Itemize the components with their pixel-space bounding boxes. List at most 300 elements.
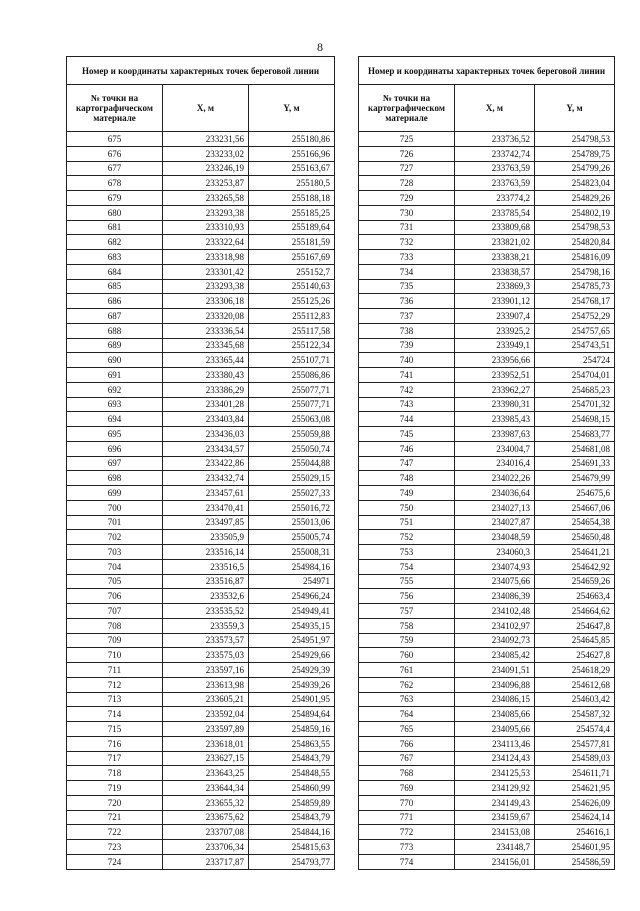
table-row <box>359 795 615 810</box>
x-coordinate-cell: 233763,59 <box>455 176 535 191</box>
table-row <box>67 382 335 397</box>
y-coordinate-cell: 254683,77 <box>535 427 615 442</box>
x-coordinate-cell: 233233,02 <box>163 146 249 161</box>
table-row <box>67 456 335 471</box>
y-coordinate-cell: 255016,72 <box>249 500 335 515</box>
x-coordinate-cell: 233432,74 <box>163 471 249 486</box>
y-coordinate-cell: 254626,09 <box>535 795 615 810</box>
y-coordinate-cell: 254789,75 <box>535 146 615 161</box>
y-coordinate-cell: 254698,15 <box>535 412 615 427</box>
table-row <box>359 191 615 206</box>
x-coordinate-cell: 234129,92 <box>455 781 535 796</box>
x-coordinate-cell: 233345,68 <box>163 338 249 353</box>
y-coordinate-cell: 255185,25 <box>249 205 335 220</box>
point-number-cell: 703 <box>67 545 163 560</box>
y-coordinate-cell: 254860,99 <box>249 781 335 796</box>
table-row <box>359 589 615 604</box>
x-coordinate-cell: 234153,08 <box>455 825 535 840</box>
y-coordinate-cell: 254650,48 <box>535 530 615 545</box>
x-coordinate-cell: 233643,25 <box>163 766 249 781</box>
table-row <box>67 353 335 368</box>
x-coordinate-cell: 233497,85 <box>163 515 249 530</box>
y-coordinate-cell: 254799,26 <box>535 161 615 176</box>
x-coordinate-cell: 233838,21 <box>455 250 535 265</box>
y-coordinate-cell: 254971 <box>249 574 335 589</box>
y-coordinate-cell: 255086,86 <box>249 368 335 383</box>
y-coordinate-cell: 254691,33 <box>535 456 615 471</box>
point-number-cell: 713 <box>67 692 163 707</box>
y-coordinate-cell: 254701,32 <box>535 397 615 412</box>
point-number-cell: 738 <box>359 323 455 338</box>
x-coordinate-cell: 233516,87 <box>163 574 249 589</box>
point-number-cell: 689 <box>67 338 163 353</box>
x-coordinate-cell: 233436,03 <box>163 427 249 442</box>
table-row <box>359 382 615 397</box>
x-coordinate-cell: 233809,68 <box>455 220 535 235</box>
table-row <box>359 338 615 353</box>
point-number-cell: 762 <box>359 677 455 692</box>
table-row <box>67 648 335 663</box>
x-coordinate-cell: 233980,31 <box>455 397 535 412</box>
y-coordinate-cell: 254704,01 <box>535 368 615 383</box>
y-coordinate-cell: 254663,4 <box>535 589 615 604</box>
point-number-cell: 748 <box>359 471 455 486</box>
x-coordinate-cell: 233380,43 <box>163 368 249 383</box>
x-coordinate-cell: 233301,42 <box>163 264 249 279</box>
point-number-cell: 727 <box>359 161 455 176</box>
x-coordinate-cell: 233838,57 <box>455 264 535 279</box>
point-number-cell: 685 <box>67 279 163 294</box>
table-row <box>359 412 615 427</box>
x-coordinate-cell: 233985,43 <box>455 412 535 427</box>
y-coordinate-cell: 255180,86 <box>249 132 335 147</box>
point-number-cell: 710 <box>67 648 163 663</box>
table-row <box>67 530 335 545</box>
table-row <box>359 810 615 825</box>
table-row <box>67 412 335 427</box>
y-coordinate-cell: 254601,95 <box>535 840 615 855</box>
y-coordinate-cell: 255112,83 <box>249 309 335 324</box>
table-row <box>359 176 615 191</box>
x-coordinate-cell: 233987,63 <box>455 427 535 442</box>
table-row <box>359 545 615 560</box>
x-coordinate-cell: 233962,27 <box>455 382 535 397</box>
column-header-x: X, м <box>163 85 249 132</box>
y-coordinate-cell: 254624,14 <box>535 810 615 825</box>
y-coordinate-cell: 254820,84 <box>535 235 615 250</box>
x-coordinate-cell: 234159,67 <box>455 810 535 825</box>
x-coordinate-cell: 234086,15 <box>455 692 535 707</box>
table-row <box>359 146 615 161</box>
x-coordinate-cell: 234148,7 <box>455 840 535 855</box>
point-number-cell: 709 <box>67 633 163 648</box>
x-coordinate-cell: 234060,3 <box>455 545 535 560</box>
table-group-title: Номер и координаты характерных точек береговой линии <box>67 57 335 85</box>
point-number-cell: 754 <box>359 559 455 574</box>
table-row <box>359 677 615 692</box>
x-coordinate-cell: 234085,66 <box>455 707 535 722</box>
table-row <box>67 427 335 442</box>
x-coordinate-cell: 233618,01 <box>163 736 249 751</box>
table-row <box>359 220 615 235</box>
table-row <box>359 766 615 781</box>
column-header-point: № точки на картографическом материале <box>67 85 163 132</box>
table-row <box>359 618 615 633</box>
x-coordinate-cell: 233869,3 <box>455 279 535 294</box>
table-row <box>359 294 615 309</box>
table-row <box>359 235 615 250</box>
coordinates-table-left <box>66 56 335 870</box>
y-coordinate-cell: 254816,09 <box>535 250 615 265</box>
point-number-cell: 683 <box>67 250 163 265</box>
table-row <box>359 368 615 383</box>
x-coordinate-cell: 234102,97 <box>455 618 535 633</box>
y-coordinate-cell: 255050,74 <box>249 441 335 456</box>
y-coordinate-cell: 254589,03 <box>535 751 615 766</box>
y-coordinate-cell: 254863,55 <box>249 736 335 751</box>
table-row <box>359 309 615 324</box>
point-number-cell: 758 <box>359 618 455 633</box>
y-coordinate-cell: 255063,08 <box>249 412 335 427</box>
table-row <box>67 736 335 751</box>
y-coordinate-cell: 254859,16 <box>249 722 335 737</box>
y-coordinate-cell: 254815,63 <box>249 840 335 855</box>
x-coordinate-cell: 233320,08 <box>163 309 249 324</box>
x-coordinate-cell: 233336,54 <box>163 323 249 338</box>
y-coordinate-cell: 254929,66 <box>249 648 335 663</box>
table-row <box>67 441 335 456</box>
point-number-cell: 763 <box>359 692 455 707</box>
x-coordinate-cell: 234036,64 <box>455 486 535 501</box>
x-coordinate-cell: 234048,59 <box>455 530 535 545</box>
y-coordinate-cell: 255029,15 <box>249 471 335 486</box>
table-row <box>359 559 615 574</box>
x-coordinate-cell: 234004,7 <box>455 441 535 456</box>
x-coordinate-cell: 233403,84 <box>163 412 249 427</box>
x-coordinate-cell: 233575,03 <box>163 648 249 663</box>
table-row <box>359 353 615 368</box>
point-number-cell: 753 <box>359 545 455 560</box>
table-row <box>67 132 335 147</box>
y-coordinate-cell: 254894,64 <box>249 707 335 722</box>
y-coordinate-cell: 255181,59 <box>249 235 335 250</box>
y-coordinate-cell: 254627,8 <box>535 648 615 663</box>
table-row <box>67 515 335 530</box>
point-number-cell: 691 <box>67 368 163 383</box>
x-coordinate-cell: 233706,34 <box>163 840 249 855</box>
x-coordinate-cell: 233736,52 <box>455 132 535 147</box>
point-number-cell: 722 <box>67 825 163 840</box>
x-coordinate-cell: 233956,66 <box>455 353 535 368</box>
point-number-cell: 735 <box>359 279 455 294</box>
x-coordinate-cell: 234102,48 <box>455 604 535 619</box>
y-coordinate-cell: 254843,79 <box>249 810 335 825</box>
point-number-cell: 759 <box>359 633 455 648</box>
table-row <box>67 677 335 692</box>
table-row <box>67 500 335 515</box>
table-row <box>359 663 615 678</box>
table-row <box>359 707 615 722</box>
y-coordinate-cell: 255044,88 <box>249 456 335 471</box>
x-coordinate-cell: 233401,28 <box>163 397 249 412</box>
column-header-y: Y, м <box>249 85 335 132</box>
table-row <box>359 397 615 412</box>
table-row <box>67 692 335 707</box>
x-coordinate-cell: 233532,6 <box>163 589 249 604</box>
point-number-cell: 682 <box>67 235 163 250</box>
y-coordinate-cell: 255107,71 <box>249 353 335 368</box>
x-coordinate-cell: 233318,98 <box>163 250 249 265</box>
x-coordinate-cell: 234156,01 <box>455 854 535 869</box>
x-coordinate-cell: 234125,53 <box>455 766 535 781</box>
y-coordinate-cell: 255077,71 <box>249 382 335 397</box>
y-coordinate-cell: 254939,26 <box>249 677 335 692</box>
point-number-cell: 705 <box>67 574 163 589</box>
y-coordinate-cell: 254681,08 <box>535 441 615 456</box>
table-row <box>359 751 615 766</box>
y-coordinate-cell: 254829,26 <box>535 191 615 206</box>
point-number-cell: 733 <box>359 250 455 265</box>
table-row <box>359 854 615 869</box>
table-row <box>359 132 615 147</box>
table-row <box>359 781 615 796</box>
y-coordinate-cell: 254802,19 <box>535 205 615 220</box>
y-coordinate-cell: 254667,06 <box>535 500 615 515</box>
x-coordinate-cell: 234022,26 <box>455 471 535 486</box>
column-header-y: Y, м <box>535 85 615 132</box>
point-number-cell: 694 <box>67 412 163 427</box>
point-number-cell: 706 <box>67 589 163 604</box>
y-coordinate-cell: 254587,32 <box>535 707 615 722</box>
x-coordinate-cell: 233675,62 <box>163 810 249 825</box>
x-coordinate-cell: 233573,57 <box>163 633 249 648</box>
table-row <box>359 515 615 530</box>
point-number-cell: 699 <box>67 486 163 501</box>
y-coordinate-cell: 255122,34 <box>249 338 335 353</box>
x-coordinate-cell: 233306,18 <box>163 294 249 309</box>
point-number-cell: 720 <box>67 795 163 810</box>
y-coordinate-cell: 255117,58 <box>249 323 335 338</box>
point-number-cell: 755 <box>359 574 455 589</box>
x-coordinate-cell: 234091,51 <box>455 663 535 678</box>
y-coordinate-cell: 255180,5 <box>249 176 335 191</box>
y-coordinate-cell: 254675,6 <box>535 486 615 501</box>
point-number-cell: 771 <box>359 810 455 825</box>
point-number-cell: 773 <box>359 840 455 855</box>
table-row <box>67 191 335 206</box>
point-number-cell: 681 <box>67 220 163 235</box>
x-coordinate-cell: 233655,32 <box>163 795 249 810</box>
x-coordinate-cell: 233742,74 <box>455 146 535 161</box>
table-row <box>359 840 615 855</box>
point-number-cell: 707 <box>67 604 163 619</box>
table-row <box>67 279 335 294</box>
point-number-cell: 711 <box>67 663 163 678</box>
y-coordinate-cell: 254843,79 <box>249 751 335 766</box>
point-number-cell: 717 <box>67 751 163 766</box>
y-coordinate-cell: 255008,31 <box>249 545 335 560</box>
point-number-cell: 752 <box>359 530 455 545</box>
y-coordinate-cell: 254757,65 <box>535 323 615 338</box>
y-coordinate-cell: 255152,7 <box>249 264 335 279</box>
y-coordinate-cell: 254577,81 <box>535 736 615 751</box>
point-number-cell: 687 <box>67 309 163 324</box>
y-coordinate-cell: 254586,59 <box>535 854 615 869</box>
x-coordinate-cell: 233763,59 <box>455 161 535 176</box>
point-number-cell: 772 <box>359 825 455 840</box>
table-row <box>67 545 335 560</box>
table-row <box>67 618 335 633</box>
y-coordinate-cell: 254798,53 <box>535 220 615 235</box>
y-coordinate-cell: 254574,4 <box>535 722 615 737</box>
x-coordinate-cell: 233907,4 <box>455 309 535 324</box>
y-coordinate-cell: 254951,97 <box>249 633 335 648</box>
point-number-cell: 746 <box>359 441 455 456</box>
y-coordinate-cell: 254848,55 <box>249 766 335 781</box>
y-coordinate-cell: 254654,38 <box>535 515 615 530</box>
y-coordinate-cell: 255059,88 <box>249 427 335 442</box>
x-coordinate-cell: 234149,43 <box>455 795 535 810</box>
y-coordinate-cell: 254823,04 <box>535 176 615 191</box>
y-coordinate-cell: 255167,69 <box>249 250 335 265</box>
point-number-cell: 721 <box>67 810 163 825</box>
x-coordinate-cell: 234075,66 <box>455 574 535 589</box>
table-row <box>359 604 615 619</box>
point-number-cell: 676 <box>67 146 163 161</box>
x-coordinate-cell: 233717,87 <box>163 854 249 869</box>
point-number-cell: 684 <box>67 264 163 279</box>
point-number-cell: 742 <box>359 382 455 397</box>
point-number-cell: 766 <box>359 736 455 751</box>
table-row <box>67 323 335 338</box>
y-coordinate-cell: 254647,8 <box>535 618 615 633</box>
table-row <box>67 338 335 353</box>
point-number-cell: 745 <box>359 427 455 442</box>
y-coordinate-cell: 255188,18 <box>249 191 335 206</box>
x-coordinate-cell: 233253,87 <box>163 176 249 191</box>
table-row <box>359 530 615 545</box>
x-coordinate-cell: 233785,54 <box>455 205 535 220</box>
point-number-cell: 680 <box>67 205 163 220</box>
table-row <box>67 294 335 309</box>
point-number-cell: 756 <box>359 589 455 604</box>
table-row <box>67 604 335 619</box>
x-coordinate-cell: 233627,15 <box>163 751 249 766</box>
table-row <box>67 205 335 220</box>
y-coordinate-cell: 255013,06 <box>249 515 335 530</box>
x-coordinate-cell: 233246,19 <box>163 161 249 176</box>
column-header-x: X, м <box>455 85 535 132</box>
y-coordinate-cell: 254793,77 <box>249 854 335 869</box>
table-row <box>359 250 615 265</box>
point-number-cell: 677 <box>67 161 163 176</box>
point-number-cell: 770 <box>359 795 455 810</box>
x-coordinate-cell: 234016,4 <box>455 456 535 471</box>
point-number-cell: 704 <box>67 559 163 574</box>
point-number-cell: 716 <box>67 736 163 751</box>
point-number-cell: 724 <box>67 854 163 869</box>
point-number-cell: 767 <box>359 751 455 766</box>
table-row <box>67 176 335 191</box>
x-coordinate-cell: 234027,87 <box>455 515 535 530</box>
table-group-title: Номер и координаты характерных точек береговой линии <box>359 57 615 85</box>
y-coordinate-cell: 254844,16 <box>249 825 335 840</box>
x-coordinate-cell: 233231,56 <box>163 132 249 147</box>
table-row <box>67 663 335 678</box>
x-coordinate-cell: 233613,98 <box>163 677 249 692</box>
table-row <box>67 397 335 412</box>
table-row <box>359 736 615 751</box>
point-number-cell: 726 <box>359 146 455 161</box>
y-coordinate-cell: 254743,51 <box>535 338 615 353</box>
table-row <box>67 854 335 869</box>
point-number-cell: 692 <box>67 382 163 397</box>
point-number-cell: 701 <box>67 515 163 530</box>
point-number-cell: 695 <box>67 427 163 442</box>
x-coordinate-cell: 233901,12 <box>455 294 535 309</box>
table-row <box>359 264 615 279</box>
x-coordinate-cell: 233422,86 <box>163 456 249 471</box>
point-number-cell: 700 <box>67 500 163 515</box>
table-row <box>359 486 615 501</box>
y-coordinate-cell: 254935,15 <box>249 618 335 633</box>
point-number-cell: 736 <box>359 294 455 309</box>
table-row <box>67 368 335 383</box>
column-header-point: № точки на картографическом материале <box>359 85 455 132</box>
point-number-cell: 712 <box>67 677 163 692</box>
x-coordinate-cell: 233322,64 <box>163 235 249 250</box>
table-row <box>359 722 615 737</box>
point-number-cell: 737 <box>359 309 455 324</box>
point-number-cell: 751 <box>359 515 455 530</box>
y-coordinate-cell: 255140,63 <box>249 279 335 294</box>
y-coordinate-cell: 255166,96 <box>249 146 335 161</box>
point-number-cell: 761 <box>359 663 455 678</box>
table-row <box>359 161 615 176</box>
table-row <box>359 500 615 515</box>
x-coordinate-cell: 234113,46 <box>455 736 535 751</box>
y-coordinate-cell: 254984,16 <box>249 559 335 574</box>
y-coordinate-cell: 254603,42 <box>535 692 615 707</box>
y-coordinate-cell: 254768,17 <box>535 294 615 309</box>
point-number-cell: 678 <box>67 176 163 191</box>
x-coordinate-cell: 233310,93 <box>163 220 249 235</box>
table-row <box>67 161 335 176</box>
point-number-cell: 747 <box>359 456 455 471</box>
point-number-cell: 774 <box>359 854 455 869</box>
table-row <box>359 323 615 338</box>
table-row <box>67 486 335 501</box>
x-coordinate-cell: 234086,39 <box>455 589 535 604</box>
x-coordinate-cell: 233365,44 <box>163 353 249 368</box>
y-coordinate-cell: 255125,26 <box>249 294 335 309</box>
y-coordinate-cell: 254929,39 <box>249 663 335 678</box>
point-number-cell: 730 <box>359 205 455 220</box>
table-row <box>67 559 335 574</box>
x-coordinate-cell: 233597,16 <box>163 663 249 678</box>
x-coordinate-cell: 233592,04 <box>163 707 249 722</box>
point-number-cell: 690 <box>67 353 163 368</box>
point-number-cell: 760 <box>359 648 455 663</box>
y-coordinate-cell: 255027,33 <box>249 486 335 501</box>
point-number-cell: 675 <box>67 132 163 147</box>
y-coordinate-cell: 254724 <box>535 353 615 368</box>
table-row <box>359 471 615 486</box>
point-number-cell: 696 <box>67 441 163 456</box>
point-number-cell: 739 <box>359 338 455 353</box>
x-coordinate-cell: 233457,61 <box>163 486 249 501</box>
table-row <box>67 146 335 161</box>
